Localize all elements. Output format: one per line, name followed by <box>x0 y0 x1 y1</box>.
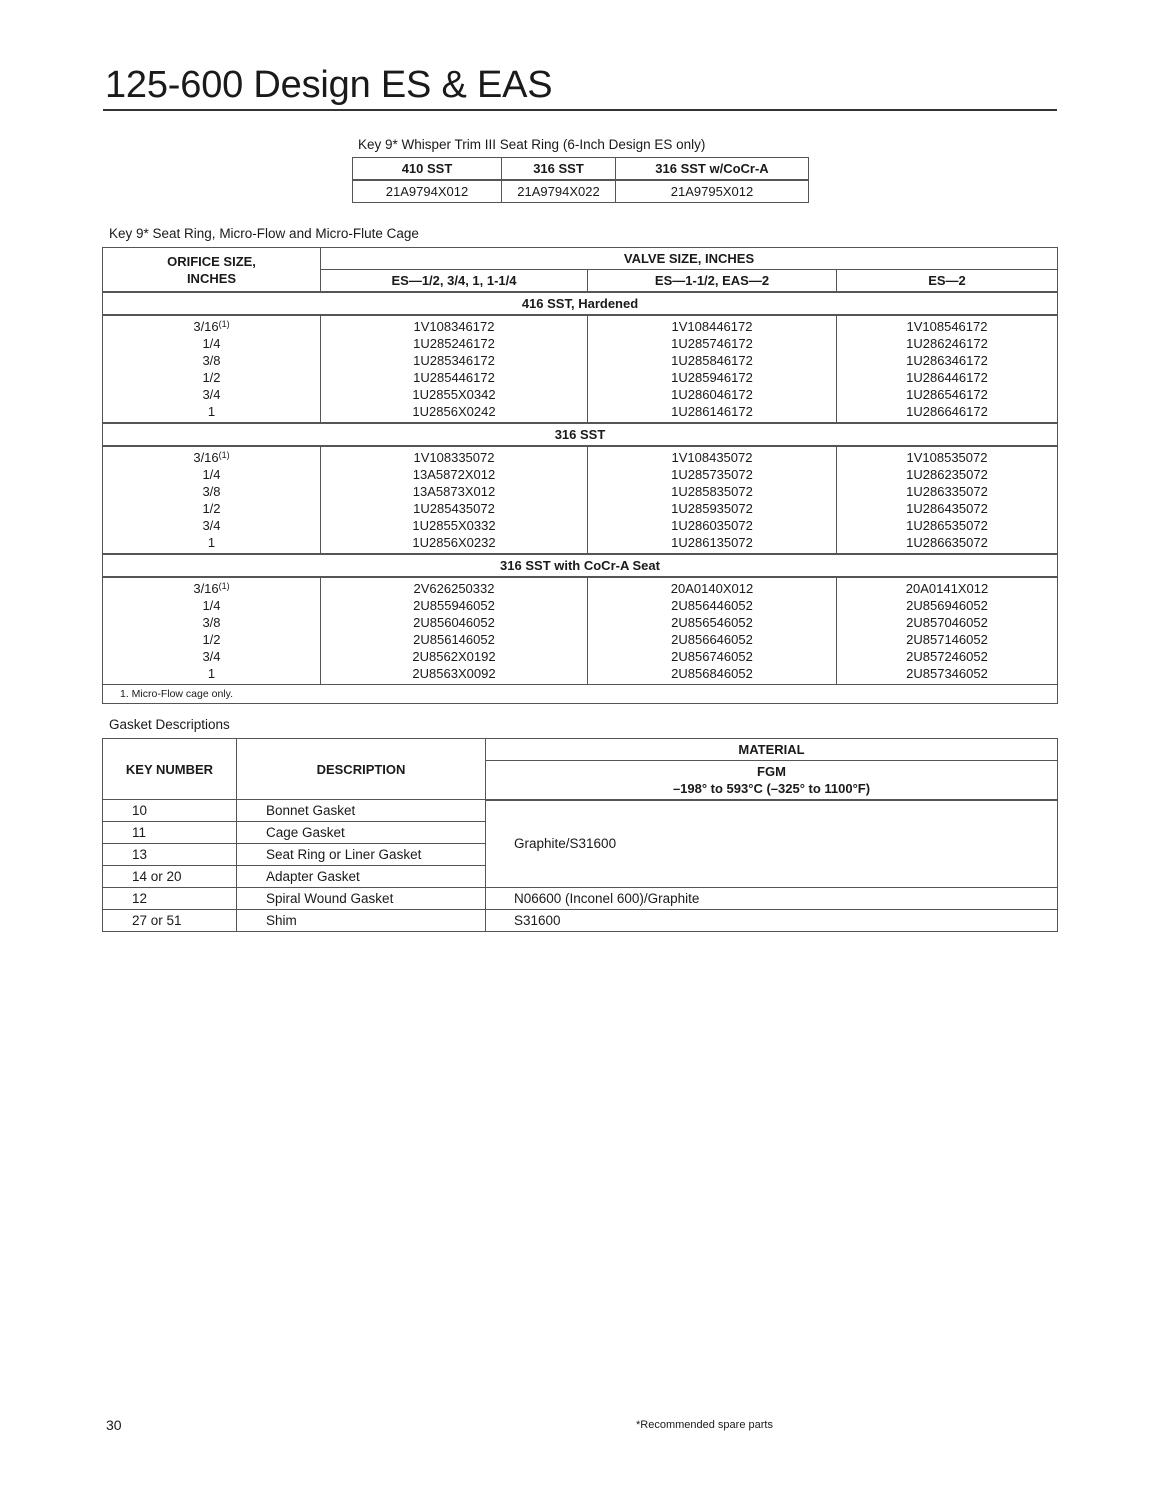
description-cell: Seat Ring or Liner Gasket <box>237 844 486 866</box>
orifice-size-cell <box>103 597 321 614</box>
description-header: DESCRIPTION <box>237 739 486 800</box>
part-number-cell: 1U286335072 <box>837 483 1058 500</box>
description-cell: Cage Gasket <box>237 822 486 844</box>
orifice-size-cell <box>103 352 321 369</box>
part-number-cell: 1V108346172 <box>321 315 588 335</box>
seat-ring-table <box>102 247 1058 704</box>
material-cell: Graphite/S31600 <box>486 800 1058 888</box>
orifice-size-value: 1 <box>207 404 216 419</box>
table-row <box>103 352 1058 369</box>
footnote-ref: (1) <box>218 319 230 329</box>
part-number-cell: 1U2855X0332 <box>321 517 588 534</box>
table-row <box>103 665 1058 685</box>
part-number-cell: 1U286435072 <box>837 500 1058 517</box>
material-section-header: 316 SST <box>103 423 1058 446</box>
fgm-header <box>486 761 1058 800</box>
part-number-cell: 1V108546172 <box>837 315 1058 335</box>
orifice-size-cell <box>103 466 321 483</box>
part-number-cell: 1V108435072 <box>588 446 837 466</box>
orifice-size-cell <box>103 335 321 352</box>
orifice-size-cell <box>103 403 321 423</box>
valve-size-header: VALVE SIZE, INCHES <box>321 248 1058 270</box>
part-number-cell: 1U285446172 <box>321 369 588 386</box>
title-divider <box>103 109 1057 111</box>
part-number-cell: 1U285346172 <box>321 352 588 369</box>
gasket-table <box>102 738 1058 932</box>
part-number-cell: 1U2856X0242 <box>321 403 588 423</box>
part-number-cell: 1U285746172 <box>588 335 837 352</box>
part-number-cell: 13A5873X012 <box>321 483 588 500</box>
orifice-size-value: 3/16 <box>193 450 219 465</box>
table-row <box>103 517 1058 534</box>
orifice-size-cell <box>103 369 321 386</box>
orifice-size-cell <box>103 517 321 534</box>
table1-caption: Key 9* Whisper Trim III Seat Ring (6-Inch Design ES only) <box>358 137 706 152</box>
material-cell: S31600 <box>486 910 1058 932</box>
footnote-ref: (1) <box>218 581 230 591</box>
part-number-cell: 1U286446172 <box>837 369 1058 386</box>
orifice-size-value: 3/8 <box>202 615 221 630</box>
part-number-cell: 1U285946172 <box>588 369 837 386</box>
part-number-cell: 1U286535072 <box>837 517 1058 534</box>
description-cell: Spiral Wound Gasket <box>237 888 486 910</box>
table-row <box>103 386 1058 403</box>
part-number-cell: 2U855946052 <box>321 597 588 614</box>
key-number-cell: 14 or 20 <box>103 866 237 888</box>
table-row <box>103 614 1058 631</box>
orifice-size-cell <box>103 315 321 335</box>
key-number-header: KEY NUMBER <box>103 739 237 800</box>
part-number-cell: 1U286046172 <box>588 386 837 403</box>
part-number-cell: 1U285246172 <box>321 335 588 352</box>
material-section-header: 316 SST with CoCr-A Seat <box>103 554 1058 577</box>
part-number-cell: 1U285735072 <box>588 466 837 483</box>
description-cell: Adapter Gasket <box>237 866 486 888</box>
orifice-size-cell <box>103 500 321 517</box>
material-header: MATERIAL <box>486 739 1058 761</box>
table-row <box>103 631 1058 648</box>
part-number-cell: 2U856146052 <box>321 631 588 648</box>
part-number-cell: 2U857246052 <box>837 648 1058 665</box>
part-number-cell: 20A0140X012 <box>588 577 837 597</box>
valve-size-column-header: ES—1-1/2, EAS—2 <box>588 270 837 293</box>
table3-caption: Gasket Descriptions <box>109 717 230 732</box>
table-row <box>103 648 1058 665</box>
table2-footnote: 1. Micro-Flow cage only. <box>103 685 1058 704</box>
part-number-cell: 2U856046052 <box>321 614 588 631</box>
orifice-size-value: 1 <box>207 666 216 681</box>
table-row <box>103 577 1058 597</box>
valve-size-column-header: ES—1/2, 3/4, 1, 1-1/4 <box>321 270 588 293</box>
key-number-cell: 12 <box>103 888 237 910</box>
orifice-size-value: 1/2 <box>202 501 221 516</box>
table-row <box>103 335 1058 352</box>
part-number-cell: 1U286135072 <box>588 534 837 554</box>
orifice-size-value: 3/16 <box>193 319 219 334</box>
spare-parts-note: *Recommended spare parts <box>636 1419 773 1431</box>
description-cell: Shim <box>237 910 486 932</box>
part-number-cell: 1U286235072 <box>837 466 1058 483</box>
orifice-size-cell <box>103 386 321 403</box>
table1-cell: 21A9794X022 <box>502 180 616 203</box>
material-section-header: 416 SST, Hardened <box>103 292 1058 315</box>
part-number-cell: 2V626250332 <box>321 577 588 597</box>
orifice-size-cell <box>103 614 321 631</box>
part-number-cell: 20A0141X012 <box>837 577 1058 597</box>
description-cell: Bonnet Gasket <box>237 800 486 822</box>
table-row <box>103 403 1058 423</box>
table-row <box>103 466 1058 483</box>
table1-header: 316 SST <box>502 158 616 181</box>
table-row <box>103 597 1058 614</box>
part-number-cell: 2U857146052 <box>837 631 1058 648</box>
orifice-size-header: ORIFICE SIZE, INCHES <box>103 248 321 293</box>
orifice-size-value: 1/4 <box>202 336 221 351</box>
key-number-cell: 27 or 51 <box>103 910 237 932</box>
part-number-cell: 1U286246172 <box>837 335 1058 352</box>
footnote-ref: (1) <box>218 450 230 460</box>
part-number-cell: 1V108535072 <box>837 446 1058 466</box>
part-number-cell: 1U285435072 <box>321 500 588 517</box>
part-number-cell: 1U2855X0342 <box>321 386 588 403</box>
material-cell: N06600 (Inconel 600)/Graphite <box>486 888 1058 910</box>
orifice-size-cell <box>103 446 321 466</box>
part-number-cell: 1V108446172 <box>588 315 837 335</box>
part-number-cell: 2U8563X0092 <box>321 665 588 685</box>
table-row <box>103 315 1058 335</box>
part-number-cell: 1U286035072 <box>588 517 837 534</box>
part-number-cell: 2U856846052 <box>588 665 837 685</box>
part-number-cell: 2U856446052 <box>588 597 837 614</box>
valve-size-column-header: ES—2 <box>837 270 1058 293</box>
orifice-size-cell <box>103 534 321 554</box>
table-row <box>103 483 1058 500</box>
temperature-range: –198° to 593°C (–325° to 1100°F) <box>672 780 871 796</box>
table-row <box>103 500 1058 517</box>
page-title: 125-600 Design ES & EAS <box>105 64 553 106</box>
key-number-cell: 11 <box>103 822 237 844</box>
orifice-size-value: 1/2 <box>202 370 221 385</box>
table-row <box>103 369 1058 386</box>
table1-cell: 21A9794X012 <box>353 180 502 203</box>
table2-caption: Key 9* Seat Ring, Micro-Flow and Micro-Flute Cage <box>109 226 419 241</box>
orifice-size-cell <box>103 483 321 500</box>
part-number-cell: 2U856746052 <box>588 648 837 665</box>
part-number-cell: 1U285846172 <box>588 352 837 369</box>
part-number-cell: 2U856646052 <box>588 631 837 648</box>
table1-header: 410 SST <box>353 158 502 181</box>
part-number-cell: 1U285835072 <box>588 483 837 500</box>
part-number-cell: 2U857346052 <box>837 665 1058 685</box>
orifice-size-value: 3/16 <box>193 581 219 596</box>
part-number-cell: 13A5872X012 <box>321 466 588 483</box>
page-number: 30 <box>106 1417 122 1433</box>
part-number-cell: 1U286635072 <box>837 534 1058 554</box>
part-number-cell: 1U285935072 <box>588 500 837 517</box>
part-number-cell: 1U286346172 <box>837 352 1058 369</box>
orifice-size-value: 1/4 <box>202 598 221 613</box>
key-number-cell: 13 <box>103 844 237 866</box>
part-number-cell: 1U2856X0232 <box>321 534 588 554</box>
part-number-cell: 1U286146172 <box>588 403 837 423</box>
part-number-cell: 2U8562X0192 <box>321 648 588 665</box>
table-row <box>103 534 1058 554</box>
orifice-size-cell <box>103 631 321 648</box>
whisper-trim-table <box>352 157 809 203</box>
orifice-size-value: 3/8 <box>202 353 221 368</box>
orifice-size-value: 1/2 <box>202 632 221 647</box>
orifice-size-value: 3/8 <box>202 484 221 499</box>
key-number-cell: 10 <box>103 800 237 822</box>
table1-header: 316 SST w/CoCr-A <box>616 158 809 181</box>
part-number-cell: 1V108335072 <box>321 446 588 466</box>
orifice-size-value: 1/4 <box>202 467 221 482</box>
part-number-cell: 2U857046052 <box>837 614 1058 631</box>
part-number-cell: 2U856946052 <box>837 597 1058 614</box>
orifice-size-value: 3/4 <box>202 387 221 402</box>
part-number-cell: 2U856546052 <box>588 614 837 631</box>
fgm-label: FGM <box>757 763 786 779</box>
part-number-cell: 1U286646172 <box>837 403 1058 423</box>
table-row <box>103 446 1058 466</box>
table1-cell: 21A9795X012 <box>616 180 809 203</box>
orifice-size-cell <box>103 665 321 685</box>
orifice-size-value: 3/4 <box>202 518 221 533</box>
orifice-size-cell <box>103 648 321 665</box>
orifice-size-value: 1 <box>207 535 216 550</box>
part-number-cell: 1U286546172 <box>837 386 1058 403</box>
orifice-size-value: 3/4 <box>202 649 221 664</box>
orifice-size-cell <box>103 577 321 597</box>
